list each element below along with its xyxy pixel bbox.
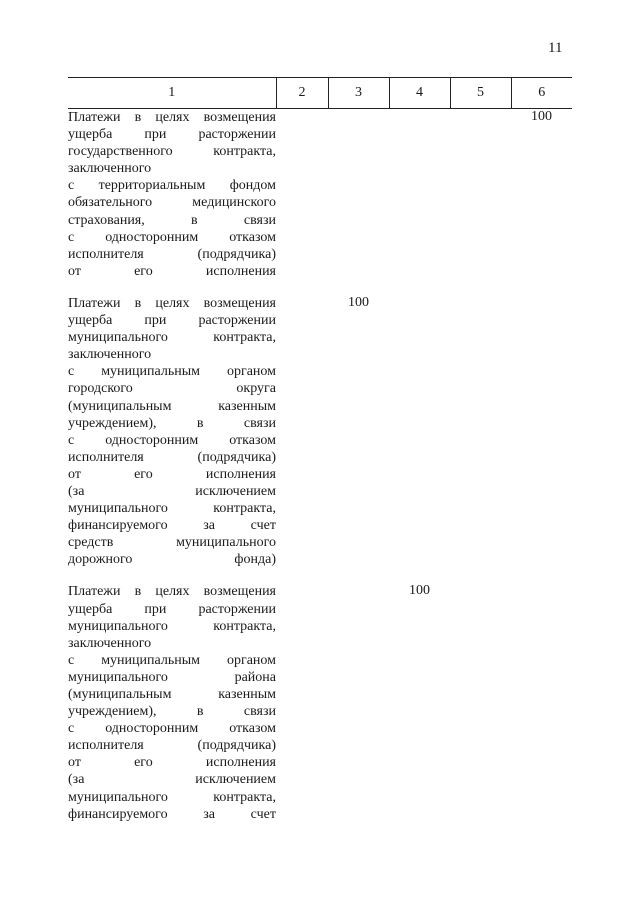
description-line: с территориальным фондом <box>68 178 276 194</box>
value-cell <box>511 583 572 822</box>
value-cell: 100 <box>531 109 552 124</box>
description-line: страхования, в связи <box>68 212 276 228</box>
row-spacer <box>68 568 572 583</box>
description-line: государственного контракта, <box>68 144 276 160</box>
description-line: исполнителя (подрядчика) <box>68 449 276 465</box>
description-line: дорожного фонда) <box>68 552 276 568</box>
description-line: финансируемого за счет <box>68 806 276 822</box>
column-header: 2 <box>276 78 328 109</box>
row-description <box>68 583 276 822</box>
description-line: (муниципальным казенным <box>68 687 276 702</box>
description-line: городского округа <box>68 381 276 397</box>
description-line: заключенного <box>68 347 152 363</box>
description-line: (за исключением <box>68 772 276 788</box>
description-line: муниципального района <box>68 669 276 685</box>
description-line: учреждением), в связи <box>68 415 276 431</box>
description-line: муниципального контракта, <box>68 789 276 805</box>
description-line: муниципального контракта, <box>68 618 276 634</box>
column-header: 6 <box>511 78 572 109</box>
description-line: с муниципальным органом <box>68 652 276 668</box>
description-line: заключенного <box>68 161 152 177</box>
table-row <box>68 583 572 822</box>
column-header: 4 <box>389 78 450 109</box>
description-line: от его исполнения <box>68 755 276 771</box>
page-number: 11 <box>548 40 563 56</box>
value-cell <box>450 109 511 280</box>
value-cell <box>450 583 511 822</box>
description-line: от его исполнения <box>68 466 276 482</box>
value-cell <box>276 583 328 822</box>
description-line: (за исключением <box>68 483 276 499</box>
description-line: с односторонним отказом <box>68 229 276 245</box>
description-line: заключенного <box>68 635 152 651</box>
description-line: исполнителя (подрядчика) <box>68 738 276 754</box>
description-line: от его исполнения <box>68 263 276 279</box>
row-spacer-cell <box>68 280 572 295</box>
row-spacer <box>68 280 572 295</box>
description-line: с муниципальным органом <box>68 364 276 380</box>
table-row <box>68 109 572 280</box>
description-line: с односторонним отказом <box>68 721 276 737</box>
value-cell <box>389 295 450 569</box>
value-cell <box>389 109 450 280</box>
description-line: средств муниципального <box>68 535 276 551</box>
description-line: Платежи в целях возмещения <box>68 584 276 600</box>
column-header: 3 <box>328 78 389 109</box>
description-line: ущерба при расторжении <box>68 127 276 143</box>
table-body <box>68 109 572 823</box>
header-row <box>68 78 572 109</box>
description-line: Платежи в целях возмещения <box>68 110 276 125</box>
description-line: ущерба при расторжении <box>68 313 276 329</box>
description-line: обязательного медицинского <box>68 195 276 211</box>
table-row <box>68 295 572 569</box>
description-line: финансируемого за счет <box>68 518 276 534</box>
description-line: исполнителя (подрядчика) <box>68 246 276 262</box>
value-cell <box>276 295 328 569</box>
column-header: 1 <box>68 78 276 109</box>
row-description <box>68 109 276 280</box>
description-line: Платежи в целях возмещения <box>68 295 276 311</box>
document-table <box>68 77 572 823</box>
value-cell <box>276 109 328 280</box>
value-cell <box>328 109 389 280</box>
column-header: 5 <box>450 78 511 109</box>
description-line: учреждением), в связи <box>68 704 276 720</box>
value-cell <box>511 295 572 569</box>
row-spacer-cell <box>68 568 572 583</box>
description-line: ущерба при расторжении <box>68 601 276 617</box>
description-line: с односторонним отказом <box>68 432 276 448</box>
value-cell <box>328 583 389 822</box>
value-cell: 100 <box>348 294 369 310</box>
description-line: муниципального контракта, <box>68 330 276 346</box>
value-cell: 100 <box>409 583 430 599</box>
row-description <box>68 295 276 569</box>
description-line: муниципального контракта, <box>68 501 276 517</box>
value-cell <box>450 295 511 569</box>
description-line: (муниципальным казенным <box>68 398 276 414</box>
